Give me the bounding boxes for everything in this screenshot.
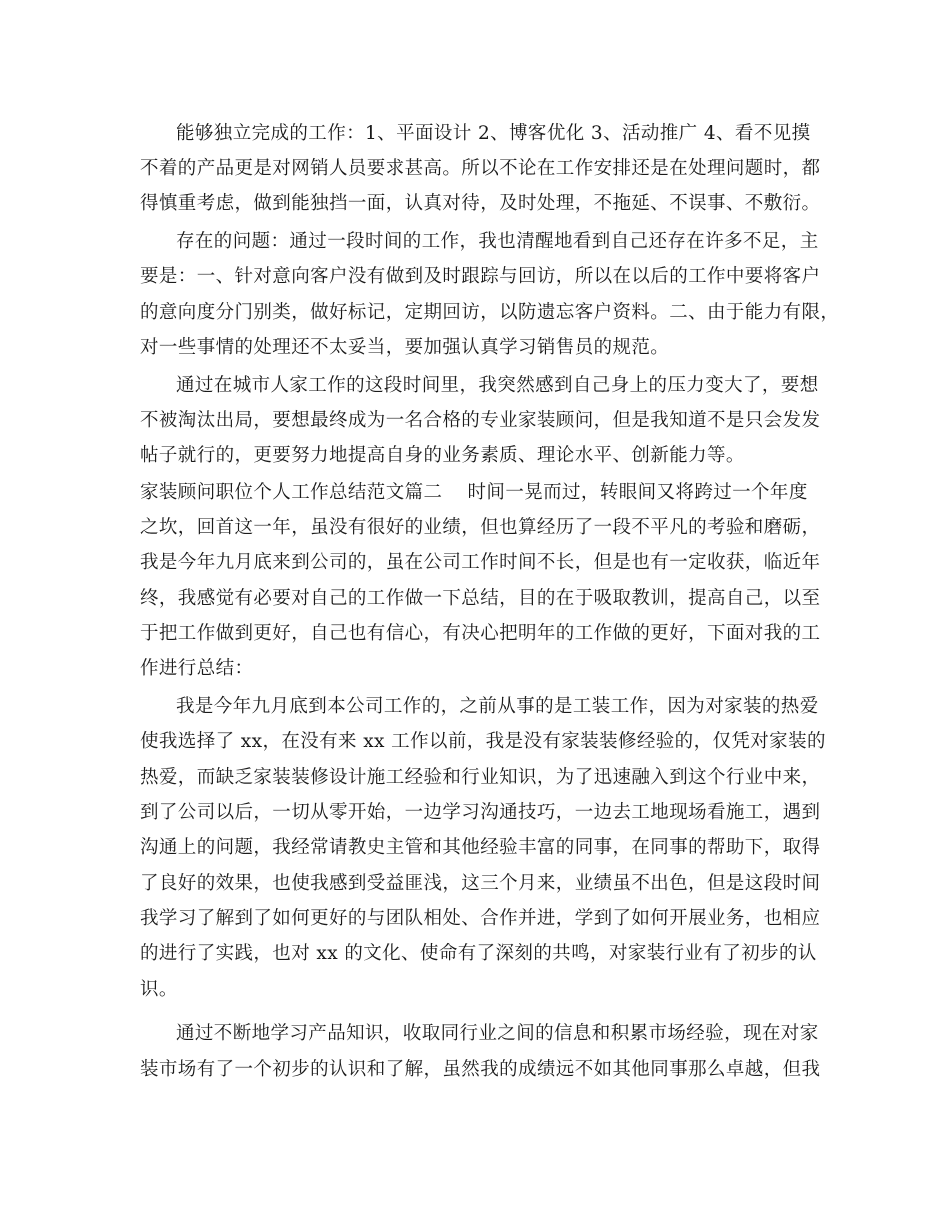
paragraph-line: 的意向度分门别类，做好标记，定期回访，以防遗忘客户资料。二、由于能力有限， <box>140 302 840 323</box>
paragraph-line: 不被淘汰出局，要想最终成为一名合格的专业家装顾问，但是我知道不是只会发发 <box>140 410 821 431</box>
paragraph-line: 热爱，而缺乏家装装修设计施工经验和行业知识，为了迅速融入到这个行业中来， <box>140 767 821 788</box>
paragraph-line: 作进行总结： <box>140 658 254 679</box>
paragraph-line: 不着的产品更是对网销人员要求甚高。所以不论在工作安排还是在处理问题时，都 <box>140 158 821 179</box>
paragraph-line: 沟通上的问题，我经常请教史主管和其他经验丰富的同事，在同事的帮助下，取得 <box>140 837 821 858</box>
paragraph-line: 的进行了实践，也对 xx 的文化、使命有了深刻的共鸣，对家装行业有了初步的认 <box>140 943 817 964</box>
paragraph-line: 装市场有了一个初步的认识和了解，虽然我的成绩远不如其他同事那么卓越，但我 <box>140 1059 821 1080</box>
paragraph-line: 我是今年九月底到本公司工作的，之前从事的是工装工作，因为对家装的热爱 <box>176 696 819 717</box>
paragraph-line: 识。 <box>140 979 178 1000</box>
paragraph-line: 存在的问题：通过一段时间的工作，我也清醒地看到自己还存在许多不足，主 <box>176 231 819 252</box>
paragraph-line: 要是：一、针对意向客户没有做到及时跟踪与回访，所以在以后的工作中要将客户 <box>140 266 821 287</box>
section-heading-line: 家装顾问职位个人工作总结范文篇二 时间一晃而过，转眼间又将跨过一个年度 <box>140 482 808 503</box>
paragraph-line: 能够独立完成的工作：1、平面设计 2、博客优化 3、活动推广 4、看不见摸 <box>176 123 811 144</box>
paragraph-line: 通过不断地学习产品知识，收取同行业之间的信息和积累市场经验，现在对家 <box>176 1023 819 1044</box>
paragraph-line: 了良好的效果，也使我感到受益匪浅，这三个月来，业绩虽不出色，但是这段时间 <box>140 873 821 894</box>
paragraph-line: 得慎重考虑，做到能独挡一面，认真对待，及时处理，不拖延、不误事、不敷衍。 <box>140 193 821 214</box>
paragraph-line: 帖子就行的，更要努力地提高自身的业务素质、理论水平、创新能力等。 <box>140 445 745 466</box>
paragraph-line: 之坎，回首这一年，虽没有很好的业绩，但也算经历了一段不平凡的考验和磨砺， <box>140 517 821 538</box>
paragraph-line: 到了公司以后，一切从零开始，一边学习沟通技巧，一边去工地现场看施工，遇到 <box>140 802 821 823</box>
paragraph-line: 通过在城市人家工作的这段时间里，我突然感到自己身上的压力变大了，要想 <box>176 375 819 396</box>
paragraph-line: 于把工作做到更好，自己也有信心，有决心把明年的工作做的更好，下面对我的工 <box>140 623 821 644</box>
paragraph-line: 对一些事情的处理还不太妥当，要加强认真学习销售员的规范。 <box>140 337 670 358</box>
paragraph-line: 我是今年九月底来到公司的，虽在公司工作时间不长，但是也有一定收获，临近年 <box>140 552 821 573</box>
paragraph-line: 终，我感觉有必要对自己的工作做一下总结，目的在于吸取教训，提高自己，以至 <box>140 588 821 609</box>
paragraph-line: 使我选择了 xx，在没有来 xx 工作以前，我是没有家装装修经验的，仅凭对家装的 <box>140 731 826 752</box>
paragraph-line: 我学习了解到了如何更好的与团队相处、合作并进，学到了如何开展业务，也相应 <box>140 908 821 929</box>
